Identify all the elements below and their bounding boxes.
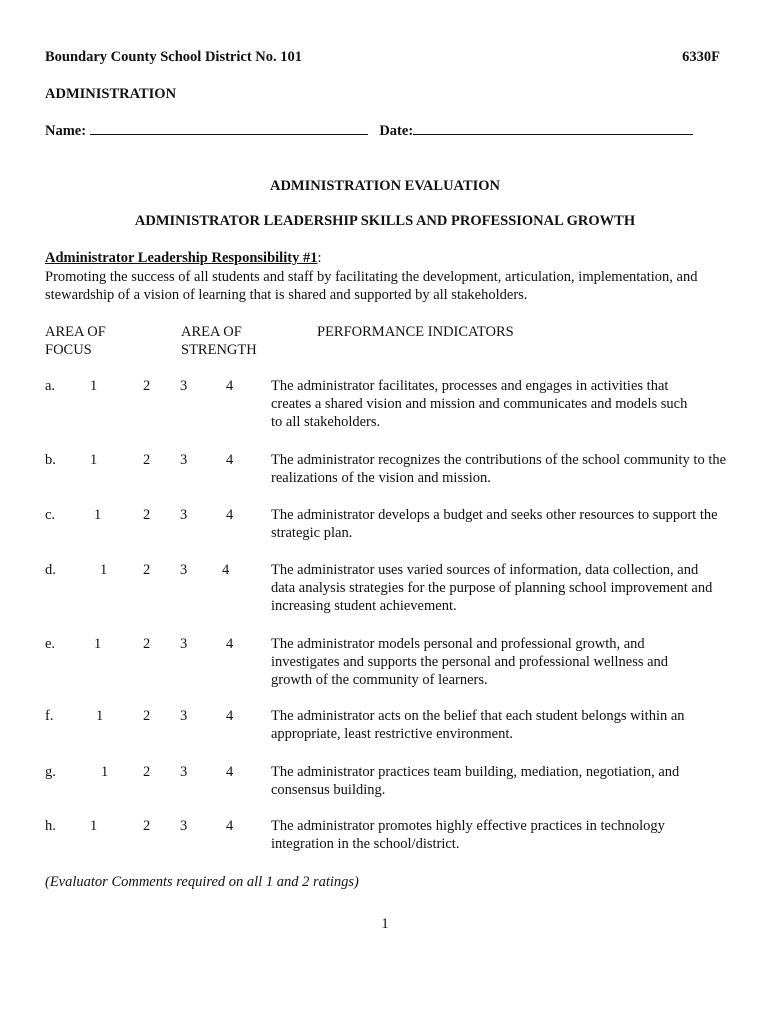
rating-1[interactable]: 1 bbox=[90, 378, 98, 394]
indicator-letter: h. bbox=[45, 818, 56, 834]
policy-code: 6330F bbox=[682, 49, 720, 65]
rating-3[interactable]: 3 bbox=[180, 818, 188, 834]
name-field[interactable] bbox=[90, 121, 368, 135]
page-subtitle: ADMINISTRATOR LEADERSHIP SKILLS AND PROFESSIONAL GROWTH bbox=[134, 213, 636, 229]
name-label: Name: bbox=[45, 123, 87, 139]
district-name: Boundary County School District No. 101 bbox=[45, 49, 302, 65]
rating-4[interactable]: 4 bbox=[226, 818, 234, 834]
responsibility-description: Promoting the success of all students and staff by facilitating the development, articulation, implementation, and stewardship of a vision of learning that is shared and supported by all stakeholders. bbox=[45, 269, 698, 303]
responsibility-heading-row bbox=[45, 249, 321, 267]
rating-3[interactable]: 3 bbox=[180, 764, 188, 780]
rating-3[interactable]: 3 bbox=[180, 636, 188, 652]
indicator-text: The administrator acts on the belief that each student belongs within an appropriate, least restrictive environment. bbox=[271, 708, 685, 742]
rating-4[interactable]: 4 bbox=[226, 764, 234, 780]
rating-1[interactable]: 1 bbox=[94, 507, 102, 523]
column-header-area-focus: AREA OF FOCUS bbox=[45, 324, 106, 358]
page-title: ADMINISTRATION EVALUATION bbox=[269, 178, 501, 194]
column-header-performance-indicators: PERFORMANCE INDICATORS bbox=[317, 324, 514, 340]
rating-1[interactable]: 1 bbox=[90, 818, 98, 834]
rating-1[interactable]: 1 bbox=[96, 708, 104, 724]
rating-3[interactable]: 3 bbox=[180, 507, 188, 523]
rating-2[interactable]: 2 bbox=[143, 764, 151, 780]
rating-2[interactable]: 2 bbox=[143, 708, 151, 724]
rating-4[interactable]: 4 bbox=[226, 452, 234, 468]
indicator-text: The administrator recognizes the contributions of the school community to the realizations of the vision and mission. bbox=[271, 452, 727, 486]
rating-2[interactable]: 2 bbox=[143, 378, 151, 394]
date-field[interactable] bbox=[413, 121, 693, 135]
name-date-row bbox=[45, 121, 693, 140]
rating-2[interactable]: 2 bbox=[143, 562, 151, 578]
rating-4[interactable]: 4 bbox=[226, 708, 234, 724]
rating-3[interactable]: 3 bbox=[180, 708, 188, 724]
rating-4[interactable]: 4 bbox=[222, 562, 230, 578]
rating-1[interactable]: 1 bbox=[100, 562, 108, 578]
indicator-text: The administrator uses varied sources of information, data collection, and data analysis strategies for the purpose of planning school improvement and increasing student achievement. bbox=[271, 562, 713, 614]
indicator-letter: f. bbox=[45, 708, 54, 724]
rating-2[interactable]: 2 bbox=[143, 452, 151, 468]
rating-3[interactable]: 3 bbox=[180, 378, 188, 394]
indicator-text: The administrator facilitates, processes and engages in activities that creates a shared vision and mission and communicates and models such to all stakeholders. bbox=[271, 378, 688, 430]
column-header-area-strength: AREA OF STRENGTH bbox=[181, 324, 257, 358]
indicator-text: The administrator models personal and professional growth, and investigates and supports the personal and professional wellness and growth of the community of learners. bbox=[271, 636, 669, 688]
date-label: Date: bbox=[379, 123, 414, 139]
indicator-letter: a. bbox=[45, 378, 56, 394]
rating-1[interactable]: 1 bbox=[101, 764, 109, 780]
indicator-letter: g. bbox=[45, 764, 56, 780]
rating-3[interactable]: 3 bbox=[180, 562, 188, 578]
indicator-letter: e. bbox=[45, 636, 56, 652]
rating-4[interactable]: 4 bbox=[226, 378, 234, 394]
indicator-letter: d. bbox=[45, 562, 56, 578]
responsibility-heading: Administrator Leadership Responsibility #1 bbox=[45, 250, 318, 266]
indicator-letter: b. bbox=[45, 452, 56, 468]
indicator-text: The administrator practices team building, mediation, negotiation, and consensus building. bbox=[271, 764, 680, 798]
section-label: ADMINISTRATION bbox=[45, 86, 177, 102]
page-number: 1 bbox=[381, 916, 389, 932]
indicator-text: The administrator develops a budget and seeks other resources to support the strategic plan. bbox=[271, 507, 718, 541]
rating-3[interactable]: 3 bbox=[180, 452, 188, 468]
evaluator-comments-note: (Evaluator Comments required on all 1 and 2 ratings) bbox=[45, 874, 359, 890]
rating-2[interactable]: 2 bbox=[143, 818, 151, 834]
rating-4[interactable]: 4 bbox=[226, 507, 234, 523]
rating-2[interactable]: 2 bbox=[143, 507, 151, 523]
responsibility-colon: : bbox=[317, 250, 322, 266]
rating-1[interactable]: 1 bbox=[94, 636, 102, 652]
rating-2[interactable]: 2 bbox=[143, 636, 151, 652]
indicator-text: The administrator promotes highly effective practices in technology integration in the school/district. bbox=[271, 818, 665, 852]
rating-1[interactable]: 1 bbox=[90, 452, 98, 468]
indicator-letter: c. bbox=[45, 507, 56, 523]
rating-4[interactable]: 4 bbox=[226, 636, 234, 652]
